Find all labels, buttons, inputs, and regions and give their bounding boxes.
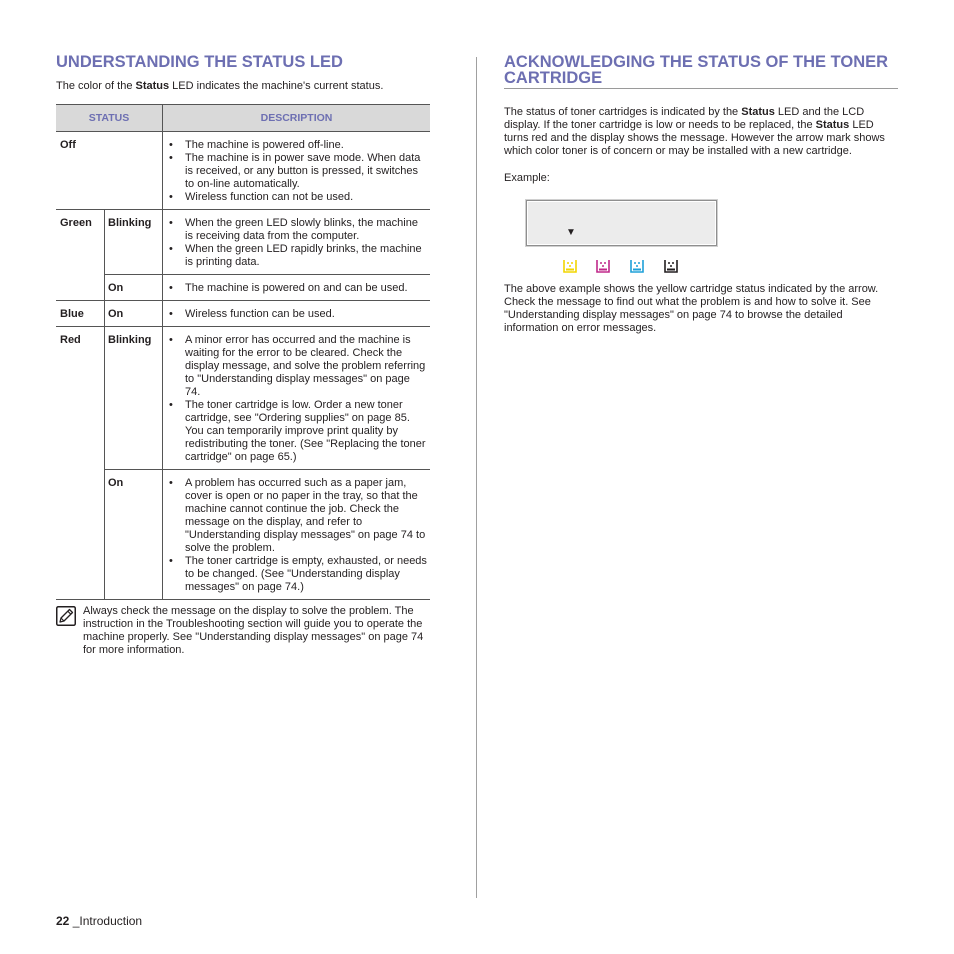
paragraph-text: LED and the LCD display. If the toner cartridge is low or needs to be replaced, the xyxy=(504,106,865,131)
description-cell xyxy=(163,210,431,275)
toner-indicator-row xyxy=(563,259,898,275)
magenta-toner-icon xyxy=(596,259,610,273)
left-column xyxy=(56,50,430,657)
header-description: DESCRIPTION xyxy=(163,105,431,132)
list-item: • When the green LED rapidly brinks, the machine is printing data. xyxy=(169,243,427,269)
header-status: STATUS xyxy=(56,105,163,132)
status-state-on: On xyxy=(105,470,163,600)
list-item: • Wireless function can not be used. xyxy=(169,191,427,204)
paragraph-bold: Status xyxy=(815,119,850,131)
black-toner-icon xyxy=(664,259,678,273)
status-color-blue: Blue xyxy=(56,301,105,327)
status-state-on: On xyxy=(105,275,163,301)
note-pencil-icon xyxy=(56,606,76,626)
description-list xyxy=(169,334,427,464)
description-list xyxy=(169,217,427,269)
list-item: • When the green LED slowly blinks, the machine is receiving data from the computer. xyxy=(169,217,427,243)
table-row xyxy=(56,132,430,210)
yellow-toner-icon xyxy=(563,259,577,273)
status-color-green: Green xyxy=(56,210,105,301)
status-color-off: Off xyxy=(56,132,163,210)
right-column xyxy=(504,50,898,335)
toner-status-paragraph xyxy=(504,106,898,158)
section-title-status-led: UNDERSTANDING THE STATUS LED xyxy=(56,53,343,71)
list-item: • The machine is powered off-line. xyxy=(169,139,427,152)
description-cell xyxy=(163,132,431,210)
description-cell xyxy=(163,301,431,327)
list-item: • The machine is powered on and can be used. xyxy=(169,282,427,295)
description-cell xyxy=(163,470,431,600)
list-item: • Wireless function can be used. xyxy=(169,308,427,321)
example-explanation-paragraph: The above example shows the yellow cartridge status indicated by the arrow. Check the message to find out what the problem is and how to solve it. See "Understanding display messages" on page 74 to browse the detailed information on error messages. xyxy=(504,283,879,334)
intro-paragraph xyxy=(56,80,430,93)
page-number: 22 xyxy=(56,914,70,928)
list-item: • A minor error has occurred and the machine is waiting for the error to be cleared. Check the display message, and solve the problem referring to "Understanding display messages" on page 74. xyxy=(169,334,427,399)
intro-text-end: LED indicates the machine's current status. xyxy=(169,80,384,92)
status-led-table xyxy=(56,104,430,600)
description-list xyxy=(169,139,427,204)
description-list xyxy=(169,308,427,321)
cyan-toner-icon xyxy=(630,259,644,273)
table-row xyxy=(56,470,430,600)
footer-section: _Introduction xyxy=(72,914,143,928)
table-row xyxy=(56,327,430,470)
status-state-blinking: Blinking xyxy=(105,327,163,470)
intro-bold: Status xyxy=(135,80,170,92)
table-row xyxy=(56,210,430,275)
table-row xyxy=(56,275,430,301)
intro-text: The color of the xyxy=(56,80,136,92)
description-list xyxy=(169,477,427,594)
table-header-row xyxy=(56,105,430,132)
status-color-red: Red xyxy=(56,327,105,600)
description-cell xyxy=(163,327,431,470)
description-list xyxy=(169,282,427,295)
status-state-blinking: Blinking xyxy=(105,210,163,275)
arrow-down-icon: ▼ xyxy=(566,227,576,238)
paragraph-bold: Status xyxy=(741,106,775,118)
paragraph-text: LED turns red and the display shows the message. However the arrow mark shows which color toner is of concern or may be installed with a new cartridge. xyxy=(504,119,885,157)
list-item: • The toner cartridge is low. Order a new toner cartridge, see "Ordering supplies" on page 85. You can temporarily improve print quality by redistributing the toner. (See "Replacing the toner cartridge" on page 65.) xyxy=(169,399,427,464)
description-cell xyxy=(163,275,431,301)
note-text: Always check the message on the display to solve the problem. The instruction in the Troubleshooting section will guide you to operate the machine properly. See "Understanding display messages" on page 74 for more information. xyxy=(83,605,424,656)
list-item: • The toner cartridge is empty, exhausted, or needs to be changed. (See "Understanding display messages" on page 74.) xyxy=(169,555,427,594)
column-divider xyxy=(476,57,477,898)
list-item: • The machine is in power save mode. When data is received, or any button is pressed, it switches to on-line automatically. xyxy=(169,152,427,191)
section-title-toner-status: ACKNOWLEDGING THE STATUS OF THE TONER CARTRIDGE xyxy=(504,54,898,89)
note-block xyxy=(56,605,430,657)
lcd-display xyxy=(526,200,717,246)
status-state-on: On xyxy=(105,301,163,327)
page-footer xyxy=(56,914,142,928)
table-row xyxy=(56,301,430,327)
example-label: Example: xyxy=(504,172,550,184)
list-item: • A problem has occurred such as a paper jam, cover is open or no paper in the tray, so that the machine cannot continue the job. Check the message on the display, and refer to "Understanding display messages" on page 74 to solve the problem. xyxy=(169,477,427,555)
paragraph-text: The status of toner cartridges is indicated by the xyxy=(504,106,742,118)
